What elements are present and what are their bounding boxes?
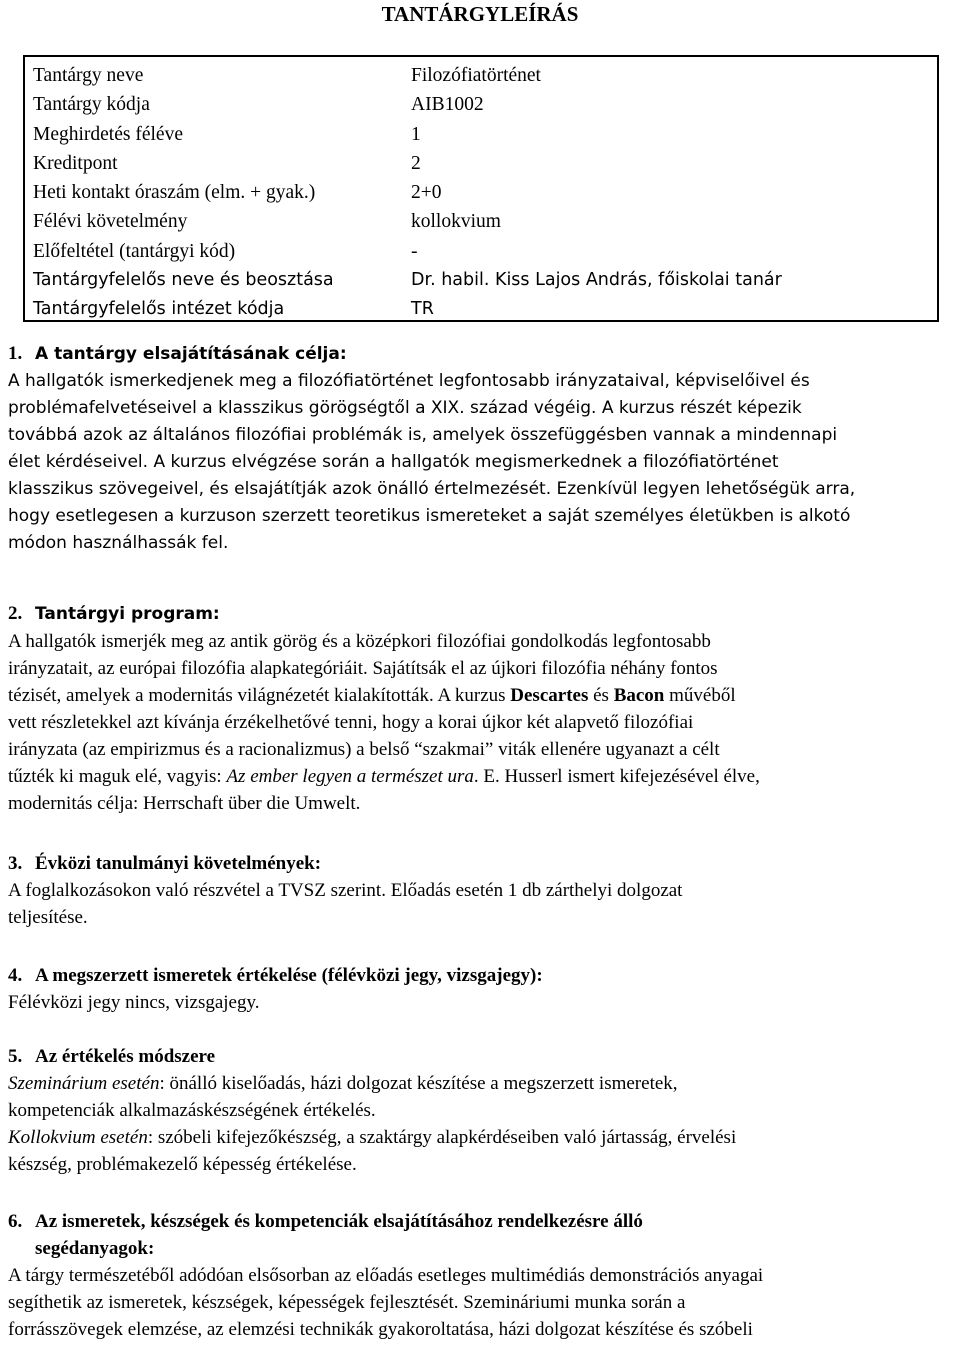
info-value: kollokvium <box>411 211 501 233</box>
section-evaluation <box>8 962 958 1016</box>
text-line: Félévközi jegy nincs, vizsgajegy. <box>8 992 260 1013</box>
text-line <box>8 763 958 790</box>
info-value: 1 <box>411 123 421 145</box>
section-heading <box>8 600 958 628</box>
section-number: 3. <box>8 853 23 874</box>
text-line: irányzata (az empirizmus és a racionalizmus) a belső “szakmai” viták ellenére ugyanazt a célt <box>8 739 720 760</box>
info-value: - <box>411 240 418 262</box>
info-row <box>33 237 929 266</box>
section-requirements <box>8 850 958 931</box>
text-line: teljesítése. <box>8 907 88 928</box>
info-value: 2+0 <box>411 182 442 204</box>
text-run: és <box>588 685 614 706</box>
text-line: élet kérdéseivel. A kurzus elvégzése során a hallgatók megismerkednek a filozófiatörténet <box>8 452 779 472</box>
info-row <box>33 178 929 207</box>
text-run: művéből <box>664 685 736 706</box>
text-run-bold: Bacon <box>613 685 665 706</box>
text-line: klasszikus szövegeivel, és elsajátítják azok önálló értelmezését. Ezenkívül legyen lehetőségük arra, <box>8 479 856 499</box>
text-line: vett részletekkel azt kívánja érzékelhetővé tenni, hogy a korai újkor két alapvető filozófiai <box>8 712 694 733</box>
section-goal <box>8 340 958 557</box>
text-line: A foglalkozásokon való részvétel a TVSZ szerint. Előadás esetén 1 db zárthelyi dolgozat <box>8 880 683 901</box>
section-title: Tantárgyi program: <box>35 604 220 624</box>
section-method <box>8 1043 958 1178</box>
text-run: : önálló kiselőadás, házi dolgozat készítése a megszerzett ismeretek, <box>159 1073 678 1094</box>
section-heading <box>8 850 958 877</box>
section-materials <box>8 1208 958 1343</box>
text-run-italic: Az ember legyen a természet ura <box>226 766 474 787</box>
info-row <box>33 90 929 119</box>
info-row <box>33 266 929 295</box>
text-line: problémafelvetéseivel a klasszikus görögségtől a XIX. század végéig. A kurzus részét képezik <box>8 398 802 418</box>
info-label: Tantárgy neve <box>33 65 144 86</box>
info-value: Filozófiatörténet <box>411 65 541 86</box>
section-text <box>8 368 958 557</box>
text-line: A tárgy természetéből adódóan elsősorban az előadás esetleges multimédiás demonstrációs anyagai <box>8 1265 764 1286</box>
text-run: tűzték ki maguk elé, vagyis: <box>8 766 227 787</box>
text-line <box>8 682 958 709</box>
section-number: 1. <box>8 343 23 364</box>
text-line: segíthetik az ismeretek, készségek, képességek fejlesztését. Szemináriumi munka során a <box>8 1292 686 1313</box>
text-line: készség, problémakezelő képesség értékelése. <box>8 1154 357 1175</box>
info-label: Meghirdetés féléve <box>33 123 183 145</box>
section-number: 6. <box>8 1211 23 1232</box>
course-info-table <box>23 55 939 322</box>
section-number: 2. <box>8 603 23 624</box>
section-title: Évközi tanulmányi követelmények: <box>35 853 322 874</box>
info-value: TR <box>411 299 434 320</box>
section-program <box>8 600 958 817</box>
document-title: TANTÁRGYLEÍRÁS <box>381 2 579 26</box>
section-heading <box>8 1043 958 1070</box>
info-value: Dr. habil. Kiss Lajos András, főiskolai tanár <box>411 270 782 291</box>
text-line: kompetenciák alkalmazáskészségének értékelés. <box>8 1100 376 1121</box>
info-label: Tantárgyfelelős neve és beosztása <box>33 270 334 291</box>
text-line: irányzatait, az európai filozófia alapkategóriáit. Sajátítsák el az újkori filozófia néhány fontos <box>8 658 718 679</box>
info-row <box>33 120 929 149</box>
text-run-italic: Kollokvium esetén <box>8 1127 148 1148</box>
text-line: módon használhassák fel. <box>8 533 229 553</box>
text-line: forrásszövegek elemzése, az elemzési technikák gyakoroltatása, házi dolgozat készítése és szóbeli <box>8 1319 753 1340</box>
info-row <box>33 295 929 324</box>
info-label: Kreditpont <box>33 152 118 174</box>
text-line <box>8 1070 958 1097</box>
text-run: : szóbeli kifejezőkészség, a szaktárgy alapkérdéseiben való jártasság, érvelési <box>147 1127 737 1148</box>
info-label: Félévi követelmény <box>33 211 188 233</box>
text-line <box>8 1124 958 1151</box>
text-run-bold: Descartes <box>510 685 589 706</box>
section-number: 5. <box>8 1046 23 1067</box>
info-row <box>33 149 929 178</box>
info-label: Előfeltétel (tantárgyi kód) <box>33 240 236 262</box>
section-number: 4. <box>8 965 23 986</box>
info-label: Tantárgy kódja <box>33 94 150 116</box>
info-label: Tantárgyfelelős intézet kódja <box>33 299 285 320</box>
info-row <box>33 207 929 236</box>
text-line: A hallgatók ismerjék meg az antik görög és a középkori filozófiai gondolkodás legfontosabb <box>8 631 711 652</box>
info-row <box>33 61 929 90</box>
text-run: tézisét, amelyek a modernitás világnézetét kialakították. A kurzus <box>8 685 511 706</box>
section-title: A megszerzett ismeretek értékelése (félévközi jegy, vizsgajegy): <box>35 965 543 986</box>
text-run: . E. Husserl ismert kifejezésével élve, <box>473 766 760 787</box>
section-title: Az ismeretek, készségek és kompetenciák elsajátításához rendelkezésre álló <box>35 1211 643 1232</box>
text-run-italic: Szeminárium esetén <box>8 1073 160 1094</box>
section-heading <box>8 962 958 989</box>
info-value: 2 <box>411 152 421 174</box>
text-line: A hallgatók ismerkedjenek meg a filozófiatörténet legfontosabb irányzataival, képviselőivel és <box>8 371 810 391</box>
text-line: modernitás célja: Herrschaft über die Umwelt. <box>8 793 361 814</box>
section-title: A tantárgy elsajátításának célja: <box>35 344 347 364</box>
section-title: Az értékelés módszere <box>35 1046 216 1067</box>
text-line: továbbá azok az általános filozófiai problémák is, amelyek összefüggésben vannak a mindennapi <box>8 425 838 445</box>
info-value: AIB1002 <box>411 94 484 116</box>
section-heading <box>8 1208 958 1235</box>
info-label: Heti kontakt óraszám (elm. + gyak.) <box>33 182 316 204</box>
section-heading <box>8 340 958 368</box>
text-line: hogy esetlegesen a kurzuson szerzett teoretikus ismereteket a saját személyes életükben is alkotó <box>8 506 851 526</box>
section-title-continued: segédanyagok: <box>35 1238 155 1259</box>
